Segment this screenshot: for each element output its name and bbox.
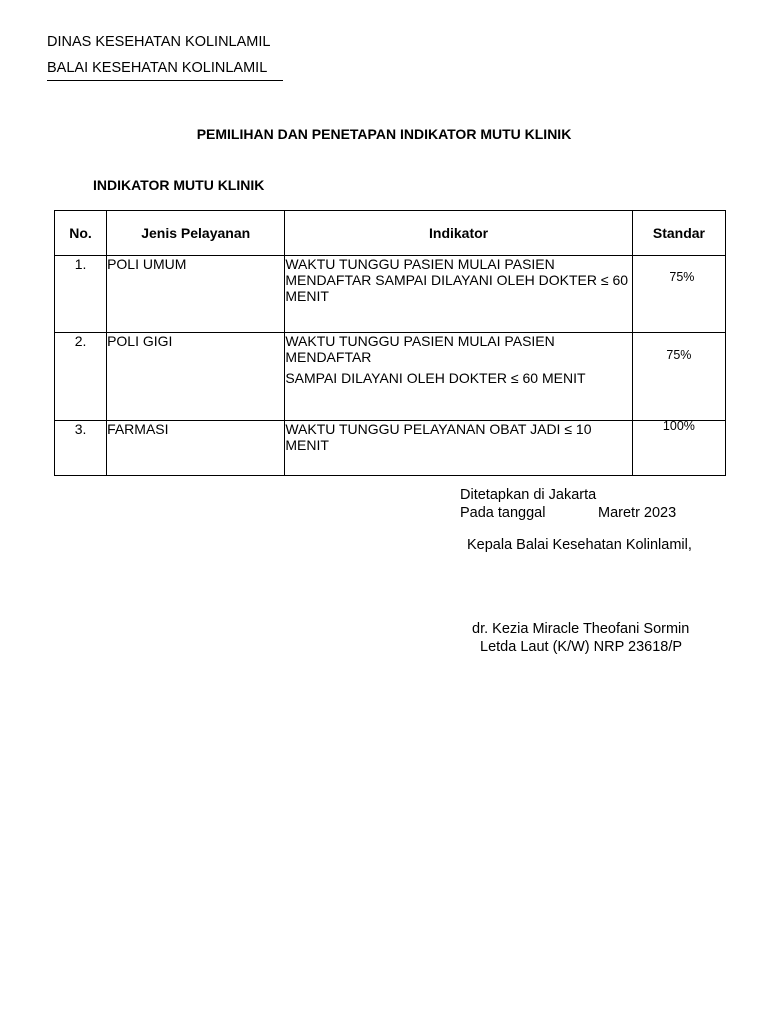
- header-no: No.: [55, 211, 107, 256]
- signature-date-label: Pada tanggal: [460, 505, 546, 521]
- row-jenis: POLI GIGI: [107, 333, 285, 421]
- row-no: 3.: [55, 421, 107, 476]
- table-header-row: [55, 211, 726, 256]
- table-row: [55, 256, 726, 333]
- row-indikator: [285, 333, 633, 421]
- row-standar: [632, 333, 725, 421]
- row-indikator: WAKTU TUNGGU PASIEN MULAI PASIEN MENDAFTAR SAMPAI DILAYANI OLEH DOKTER ≤ 60 MENIT: [285, 256, 633, 333]
- org-underline: [47, 80, 283, 81]
- section-subtitle: INDIKATOR MUTU KLINIK: [93, 177, 265, 193]
- signature-position: Kepala Balai Kesehatan Kolinlamil,: [467, 537, 692, 553]
- document-title: PEMILIHAN DAN PENETAPAN INDIKATOR MUTU KLINIK: [196, 126, 572, 142]
- row-no: 2.: [55, 333, 107, 421]
- row-standar: [632, 421, 725, 476]
- table-row: [55, 333, 726, 421]
- indicator-table: [54, 210, 726, 476]
- signature-place: Ditetapkan di Jakarta: [460, 487, 597, 503]
- row-standar-value: 75%: [669, 270, 695, 284]
- row-standar-value: 100%: [662, 419, 695, 433]
- header-indikator: Indikator: [285, 211, 633, 256]
- row-indikator-part-b: SAMPAI DILAYANI OLEH DOKTER ≤ 60 MENIT: [285, 370, 586, 386]
- row-standar: [632, 256, 725, 333]
- signatory-rank: Letda Laut (K/W) NRP 23618/P: [480, 639, 683, 655]
- org-line-2: BALAI KESEHATAN KOLINLAMIL: [47, 60, 268, 76]
- row-indikator: WAKTU TUNGGU PELAYANAN OBAT JADI ≤ 10 MENIT: [285, 421, 633, 476]
- table-row: [55, 421, 726, 476]
- signature-date-value: Maretr 2023: [598, 505, 677, 521]
- signatory-name: dr. Kezia Miracle Theofani Sormin: [472, 621, 690, 637]
- header-standar: Standar: [632, 211, 725, 256]
- row-standar-value: 75%: [666, 348, 692, 362]
- header-jenis-pelayanan: Jenis Pelayanan: [107, 211, 285, 256]
- row-indikator-part-a: WAKTU TUNGGU PASIEN MULAI PASIEN MENDAFTAR: [285, 333, 555, 365]
- row-no: 1.: [55, 256, 107, 333]
- org-line-1: DINAS KESEHATAN KOLINLAMIL: [47, 34, 271, 50]
- row-jenis: POLI UMUM: [107, 256, 285, 333]
- row-jenis: FARMASI: [107, 421, 285, 476]
